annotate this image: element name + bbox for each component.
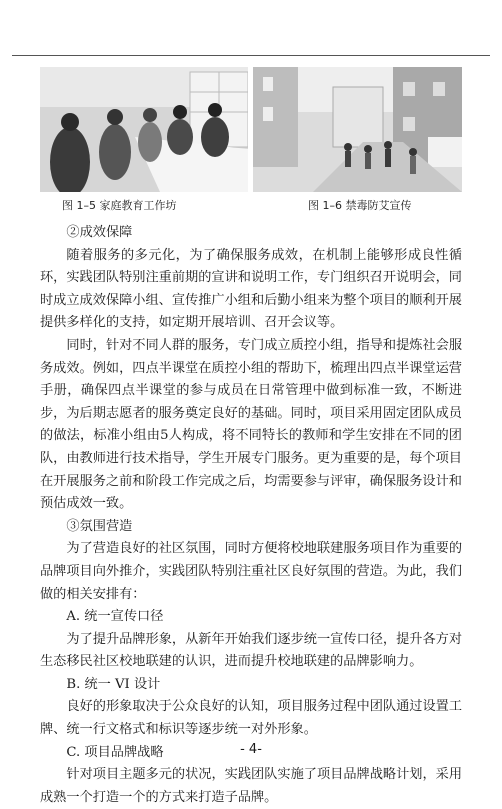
section-heading: ③氛围营造 [66, 518, 133, 534]
paragraph: 针对项目主题多元的状况，实践团队实施了项目品牌战略计划，采用成熟一个打造一个的方式来打造子品牌。 [40, 767, 463, 805]
subsection-heading: A. 统一宣传口径 [66, 609, 164, 625]
header-rule [12, 55, 490, 56]
paragraph: 同时，针对不同人群的服务，专门成立质控小组，指导和提炼社会服务成效。例如，四点半课堂在质控小组的帮助下，梳理出四点半课堂运营手册，确保四点半课堂的参与成员在日常管理中做到标准一致，不断进步，为后期志愿者的服务奠定良好的基础。同时，项目采用固定团队成员的做法，标准小组由5人构成，将不同特长的教师和学生安排在不同的团队，由教师进行技术指导，学生开展专门服务。更为重要的是，每个项目在开展服务之前和阶段工作完成之后，均需要参与评审，确保服务设计和预估成效一致。 [40, 337, 463, 512]
figure-row [40, 67, 462, 192]
subsection-heading: C. 项目品牌战略 [66, 744, 164, 760]
section-heading: ②成效保障 [66, 225, 133, 240]
paragraph: 随着服务的多元化，为了确保服务成效，在机制上能够形成良性循环，实践团队特别注重前期的宣讲和说明工作，专门组织召开说明会，同时成立成效保障小组、宣传推广小组和后勤小组来为整个项目的顺利开展提供多样化的支持，如定期开展培训、召开会议等。 [40, 247, 462, 331]
subsection-heading: B. 统一 VI 设计 [66, 676, 161, 692]
family-education-workshop-photo [40, 67, 248, 192]
paragraph: 为了提升品牌形象，从新年开始我们逐步统一宣传口径，提升各方对生态移民社区校地联建的认识，进而提升校地联建的品牌影响力。 [40, 631, 463, 670]
body-text [40, 222, 462, 809]
figure-caption: 图 1–6 禁毒防艾宣传 [308, 199, 412, 212]
figure-caption: 图 1–5 家庭教育工作坊 [62, 199, 177, 212]
paragraph: 良好的形象取决于公众良好的认知，项目服务过程中团队通过设置工牌、统一行文格式和标识等逐步统一对外形象。 [40, 699, 463, 738]
paragraph: 为了营造良好的社区氛围，同时方便将校地联建服务项目作为重要的品牌项目向外推介，实践团队特别注重社区良好氛围的营造。为此，我们做的相关安排有： [40, 541, 463, 602]
page-number: - 4- [240, 742, 262, 757]
anti-drug-street-photo [253, 67, 462, 192]
